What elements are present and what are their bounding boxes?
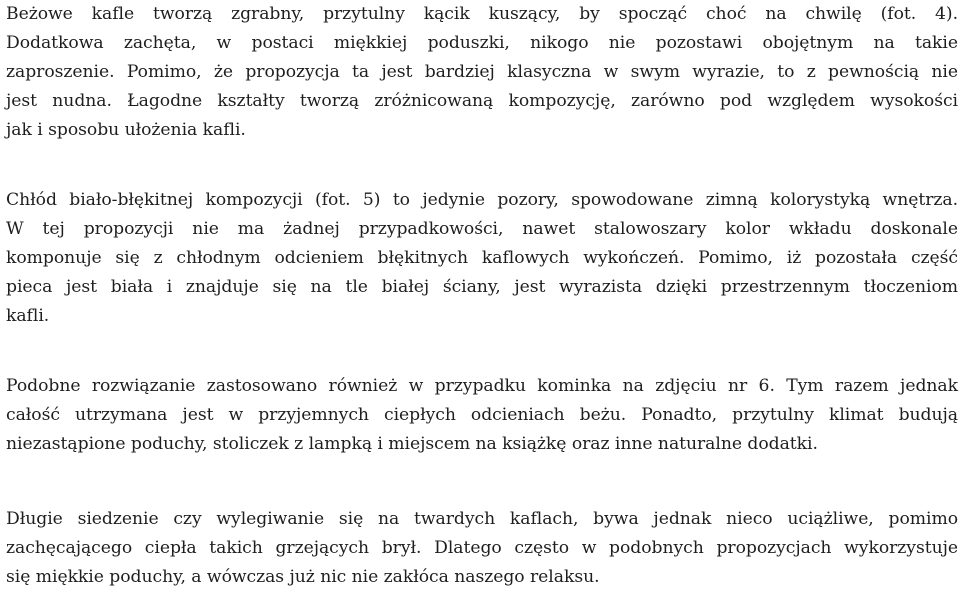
text-line: zachęcającego ciepła takich grzejących brył. Dlatego często w podobnych propozycjach wykorzystuje [6,538,958,558]
text-line: W tej propozycji nie ma żadnej przypadkowości, nawet stalowoszary kolor wkładu doskonale [6,219,958,239]
paragraph-4 [6,505,958,592]
text-line: pieca jest biała i znajduje się na tle białej ściany, jest wyrazista dzięki przestrzennym tłoczeniom [6,277,958,297]
text-line: Podobne rozwiązanie zastosowano również w przypadku kominka na zdjęciu nr 6. Tym razem jednak [6,376,958,396]
text-line: całość utrzymana jest w przyjemnych ciepłych odcieniach beżu. Ponadto, przytulny klimat budują [6,405,958,425]
paragraph-1 [6,0,958,145]
text-line: zaproszenie. Pomimo, że propozycja ta jest bardziej klasyczna w swym wyrazie, to z pewnością nie [6,62,958,82]
text-line: Dodatkowa zachęta, w postaci miękkiej poduszki, nikogo nie pozostawi obojętnym na takie [6,33,958,53]
text-line: komponuje się z chłodnym odcieniem błękitnych kaflowych wykończeń. Pomimo, iż pozostała część [6,248,958,268]
text-line: kafli. [6,306,50,326]
text-line: Beżowe kafle tworzą zgrabny, przytulny kącik kuszący, by spocząć choć na chwilę (fot. 4). [6,4,958,24]
text-line: się miękkie poduchy, a wówczas już nic nie zakłóca naszego relaksu. [6,567,600,587]
text-line: jest nudna. Łagodne kształty tworzą zróżnicowaną kompozycję, zarówno pod względem wysokości [6,91,958,111]
paragraph-2 [6,186,958,331]
paragraph-3 [6,372,958,459]
text-line: Chłód biało-błękitnej kompozycji (fot. 5) to jedynie pozory, spowodowane zimną kolorystyką wnętrza. [6,190,958,210]
text-line: niezastąpione poduchy, stoliczek z lampką i miejscem na książkę oraz inne naturalne dodatki. [6,434,818,454]
text-line: Długie siedzenie czy wylegiwanie się na twardych kaflach, bywa jednak nieco uciążliwe, pomimo [6,509,958,529]
text-line: jak i sposobu ułożenia kafli. [6,120,246,140]
